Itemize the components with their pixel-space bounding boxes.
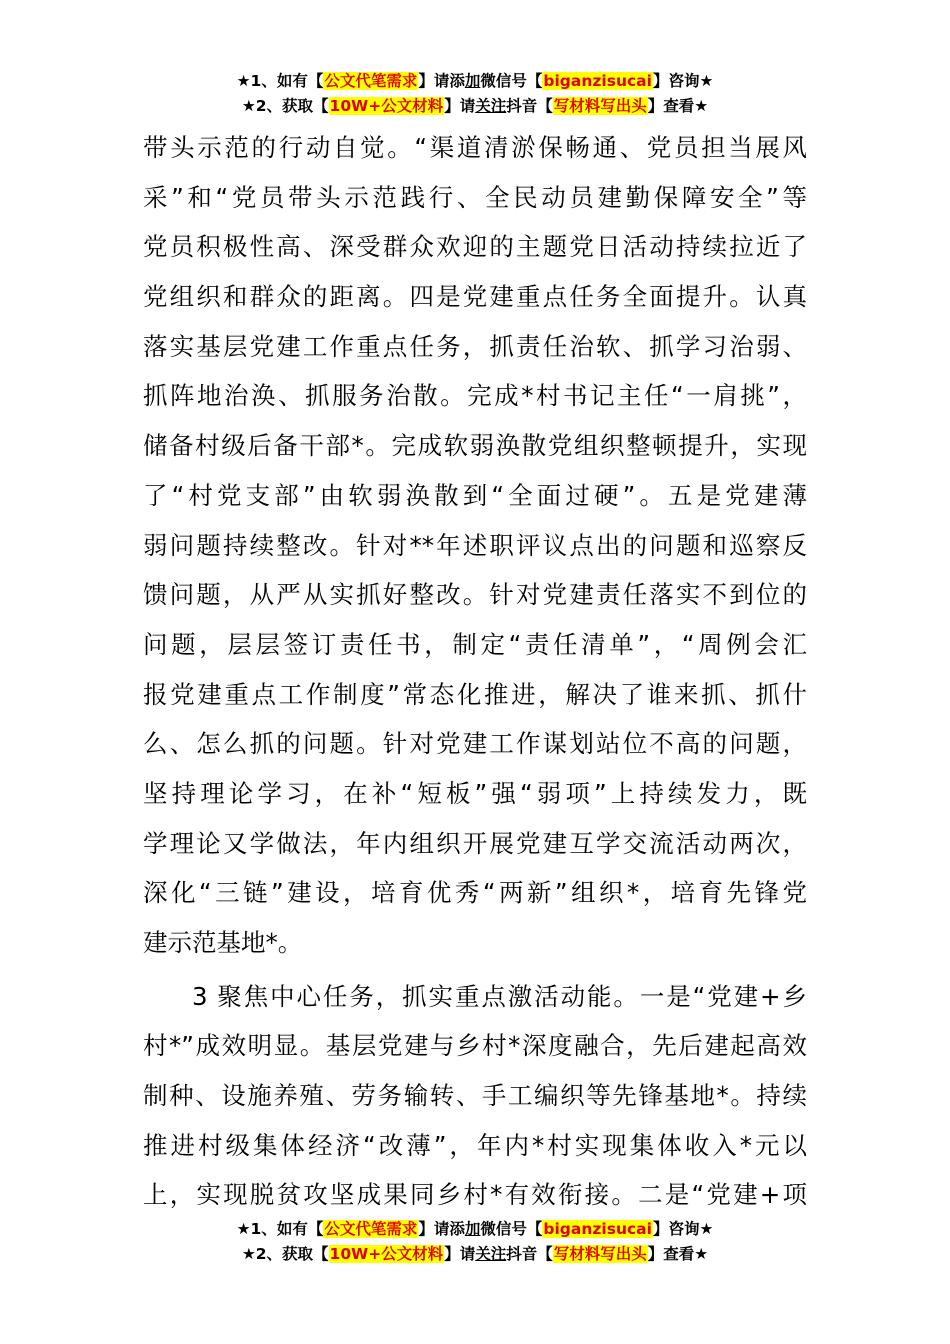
banner-line-2 (0, 95, 950, 120)
banner-text: 】请 (444, 97, 476, 115)
header-banner (0, 70, 950, 120)
text-line: 抓阵地治涣、抓服务治散。完成*村书记主任“一肩挑”， (143, 381, 807, 411)
banner-text-underlined: 加 (464, 1220, 481, 1238)
text-line: 带头示范的行动自觉。“渠道清淤保畅通、党员担当展风 (143, 133, 807, 162)
highlight-tag: biganzisucai (543, 1220, 652, 1238)
text-line: 党员积极性高、深受群众欢迎的主题党日活动持续拉近了 (143, 232, 807, 262)
highlight-tag: 写材料写出头 (553, 97, 647, 115)
text-line: 了“村党支部”由软弱涣散到“全面过硬”。五是党建薄 (143, 480, 807, 510)
text-line: 党组织和群众的距离。四是党建重点任务全面提升。认真 (143, 282, 807, 312)
footer-banner (0, 1218, 950, 1268)
text-line: 储备村级后备干部*。完成软弱涣散党组织整顿提升，实现 (143, 431, 807, 461)
document-body (143, 123, 807, 1220)
banner-text-underlined: 关注 (475, 1245, 507, 1263)
text-line: 3 聚焦中心任务，抓实重点激活动能。一是“党建+乡 (192, 981, 807, 1011)
text-line: 制种、设施养殖、劳务输转、手工编织等先锋基地*。持续 (143, 1081, 807, 1111)
banner-text: 抖音【 (506, 1245, 553, 1263)
text-line: 落实基层党建工作重点任务，抓责任治软、抓学习治弱、 (143, 331, 807, 361)
text-line: 上，实现脱贫攻坚成果同乡村*有效衔接。二是“党建+项 (143, 1180, 807, 1210)
highlight-tag: 写材料写出头 (553, 1245, 647, 1263)
paragraph-2 (143, 972, 807, 1220)
highlight-tag: 10W+公文材料 (329, 97, 444, 115)
banner-text-underlined: 加 (464, 72, 481, 90)
text-line: 么、怎么抓的问题。针对党建工作谋划站位不高的问题， (143, 729, 807, 759)
text-line: 弱问题持续整改。针对**年述职评议点出的问题和巡察反 (143, 530, 807, 560)
highlight-tag: 公文代笔需求 (324, 72, 418, 90)
banner-text: ★2、获取【 (241, 1245, 329, 1263)
banner-text: 微信号【 (480, 72, 543, 90)
banner-line-1 (0, 1218, 950, 1243)
banner-text: 】请 (444, 1245, 476, 1263)
highlight-tag: 公文代笔需求 (324, 1220, 418, 1238)
text-line: 村*”成效明显。基层党建与乡村*深度融合，先后建起高效 (143, 1031, 807, 1061)
text-line: 学理论又学做法，年内组织开展党建互学交流活动两次， (143, 828, 807, 858)
paragraph-1 (143, 123, 807, 968)
banner-text: 】查看★ (647, 1245, 709, 1263)
banner-text: 】请添 (418, 72, 465, 90)
banner-text: 】查看★ (647, 97, 709, 115)
text-line: 问题，层层签订责任书，制定“责任清单”，“周例会汇 (143, 629, 807, 659)
text-line: 建示范基地*。 (143, 928, 303, 957)
highlight-tag: 10W+公文材料 (329, 1245, 444, 1263)
highlight-tag: biganzisucai (543, 72, 652, 90)
banner-text: ★2、获取【 (241, 97, 329, 115)
banner-text: ★1、如有【 (236, 72, 324, 90)
banner-text: ★1、如有【 (236, 1220, 324, 1238)
banner-line-2 (0, 1243, 950, 1268)
banner-text: 抖音【 (506, 97, 553, 115)
banner-text: 】请添 (418, 1220, 465, 1238)
banner-text: 】咨询★ (652, 1220, 714, 1238)
text-line: 坚持理论学习，在补“短板”强“弱项”上持续发力，既 (143, 778, 807, 808)
text-line: 采”和“党员带头示范践行、全民动员建勤保障安全”等 (143, 182, 807, 212)
banner-line-1 (0, 70, 950, 95)
banner-text-underlined: 关注 (475, 97, 507, 115)
banner-text: 微信号【 (480, 1220, 543, 1238)
text-line: 报党建重点工作制度”常态化推进，解决了谁来抓、抓什 (143, 679, 807, 709)
text-line: 馈问题，从严从实抓好整改。针对党建责任落实不到位的 (143, 580, 807, 610)
banner-text: 】咨询★ (652, 72, 714, 90)
text-line: 推进村级集体经济“改薄”，年内*村实现集体收入*元以 (143, 1130, 807, 1160)
text-line: 深化“三链”建设，培育优秀“两新”组织*，培育先锋党 (143, 878, 807, 908)
